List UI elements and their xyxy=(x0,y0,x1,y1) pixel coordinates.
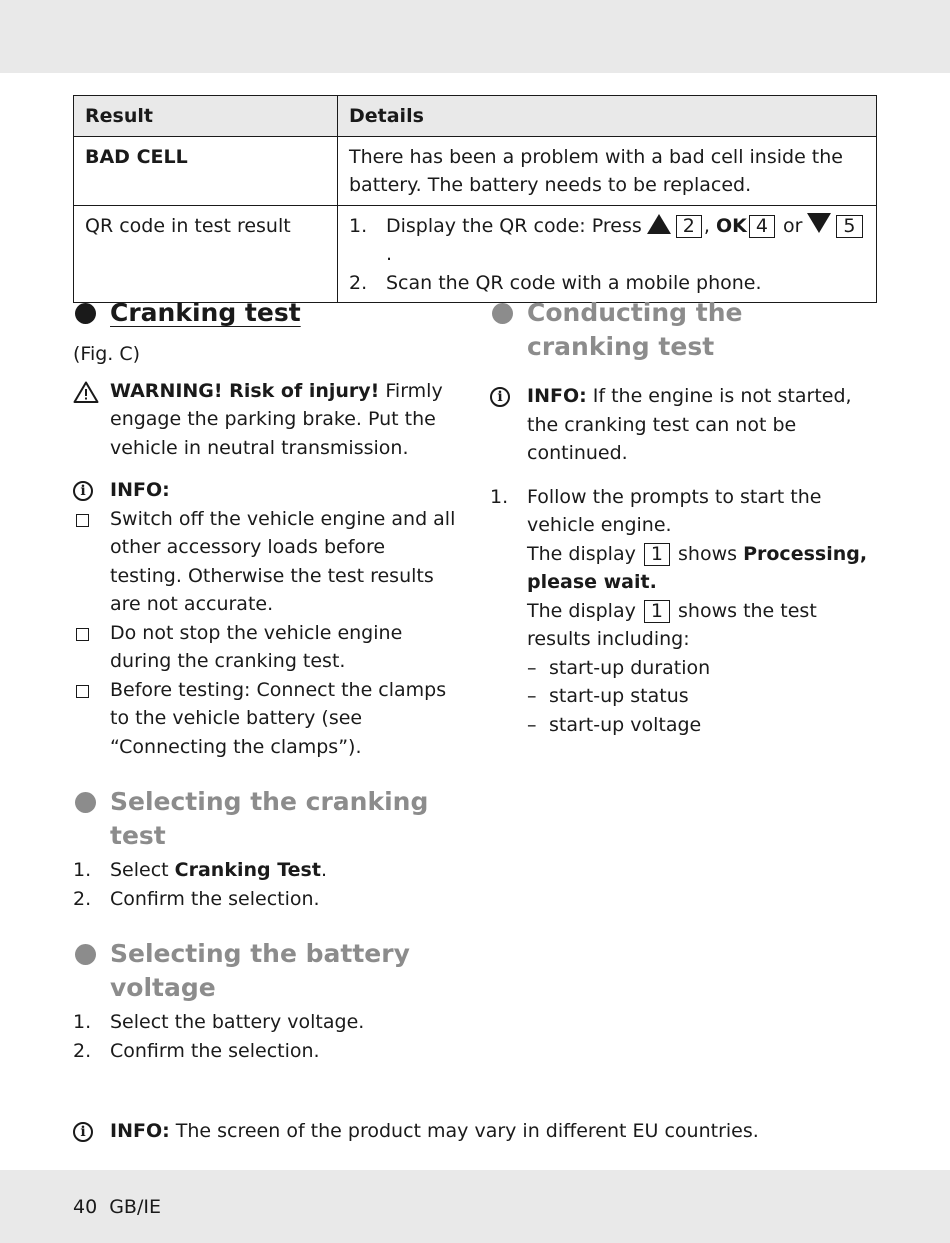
info-circle-icon: i xyxy=(73,1122,93,1142)
arrow-down-icon xyxy=(807,213,831,233)
checkbox-square-icon xyxy=(76,685,89,698)
details-cell xyxy=(338,205,877,303)
details-cell: There has been a problem with a bad cell inside the battery. The battery needs to be replaced. xyxy=(338,136,877,205)
right-column xyxy=(490,296,870,739)
bullet-dot-icon xyxy=(75,944,96,965)
bullet-dot-icon xyxy=(75,303,96,324)
info-label: INFO: xyxy=(110,1120,170,1142)
comma: , xyxy=(703,214,710,237)
info-label: INFO: xyxy=(110,479,170,501)
warning-text: Firmly engage the parking brake. Put the vehicle in neutral transmission. xyxy=(110,379,443,459)
list-item: – start-up voltage xyxy=(527,713,702,736)
step-text: Display the QR code: Press xyxy=(386,214,642,237)
checkbox-square-icon xyxy=(76,514,89,527)
step-text: Scan the QR code with a mobile phone. xyxy=(386,271,762,294)
info-note: i INFO: If the engine is not started, the cranking test can not be continued. xyxy=(490,382,870,468)
list-item: – start-up duration xyxy=(527,656,711,679)
or-text: or xyxy=(782,214,803,237)
info-label: INFO: xyxy=(527,385,587,407)
ok-key-label: OK xyxy=(715,214,747,237)
arrow-up-icon xyxy=(647,214,671,234)
info-circle-icon: i xyxy=(73,481,93,501)
selecting-voltage-steps xyxy=(73,1008,463,1065)
checkbox-square-icon xyxy=(76,628,89,641)
key-number-box: 5 xyxy=(836,215,862,238)
conducting-steps xyxy=(490,483,870,740)
page-footer xyxy=(73,1193,173,1221)
display-number-box: 1 xyxy=(644,543,670,566)
info-note xyxy=(73,476,463,505)
results-list xyxy=(527,654,870,740)
list-item: 2. Confirm the selection. xyxy=(73,1039,320,1062)
list-item: – start-up status xyxy=(527,685,689,707)
list-item: 1. Select the battery voltage. xyxy=(73,1011,365,1033)
bullet-dot-icon xyxy=(75,792,96,813)
list-item xyxy=(349,269,865,298)
page-number: 40 xyxy=(73,1196,98,1218)
bullet-dot-icon xyxy=(492,303,513,324)
list-item: 1. Follow the prompts to start the vehicle engine. The display 1 shows Processing, please wait. The display 1 shows the test results including: – start-up duration – start-up status – start-up voltage xyxy=(490,483,870,740)
display-number-box: 1 xyxy=(644,600,670,623)
header-result: Result xyxy=(74,96,338,137)
results-table xyxy=(73,95,877,303)
info-list xyxy=(73,505,463,762)
list-item: Do not stop the vehicle engine during the cranking test. xyxy=(73,619,463,676)
header-details: Details xyxy=(338,96,877,137)
table-row xyxy=(74,205,877,303)
section-title-cranking-test: Cranking test xyxy=(73,296,463,330)
step-number: 1. xyxy=(349,214,368,237)
info-circle-icon: i xyxy=(490,387,510,407)
language-code: GB/IE xyxy=(109,1196,161,1218)
bottom-info-note: i INFO: The screen of the product may vary in different EU countries. xyxy=(73,1117,910,1146)
figure-reference: (Fig. C) xyxy=(73,343,141,365)
table-header-row xyxy=(74,96,877,137)
list-item: 2. Confirm the selection. xyxy=(73,887,320,910)
result-cell: BAD CELL xyxy=(74,136,338,205)
list-item: Before testing: Connect the clamps to the vehicle battery (see “Connecting the clamps”). xyxy=(73,676,463,762)
section-title-conducting: Conducting the cranking test xyxy=(490,296,870,364)
result-cell: QR code in test result xyxy=(74,205,338,303)
key-number-box: 4 xyxy=(749,215,775,238)
key-number-box: 2 xyxy=(676,215,702,238)
top-margin-band xyxy=(0,0,950,73)
period: . xyxy=(386,243,393,265)
section-title-selecting-voltage: Selecting the battery voltage xyxy=(73,937,463,1005)
warning-label: WARNING! Risk of injury! xyxy=(110,379,380,402)
section-title-selecting-cranking: Selecting the cranking test xyxy=(73,785,463,853)
warning-triangle-icon xyxy=(73,381,99,412)
selecting-cranking-steps xyxy=(73,856,463,913)
left-column xyxy=(73,296,463,1065)
table-row xyxy=(74,136,877,205)
list-item: Switch off the vehicle engine and all other accessory loads before testing. Otherwise the test results are not accurate. xyxy=(73,505,463,619)
list-item: 1. Select Cranking Test. xyxy=(73,859,327,881)
step-number: 2. xyxy=(349,271,368,294)
list-item xyxy=(349,212,865,269)
warning-note xyxy=(73,377,463,463)
